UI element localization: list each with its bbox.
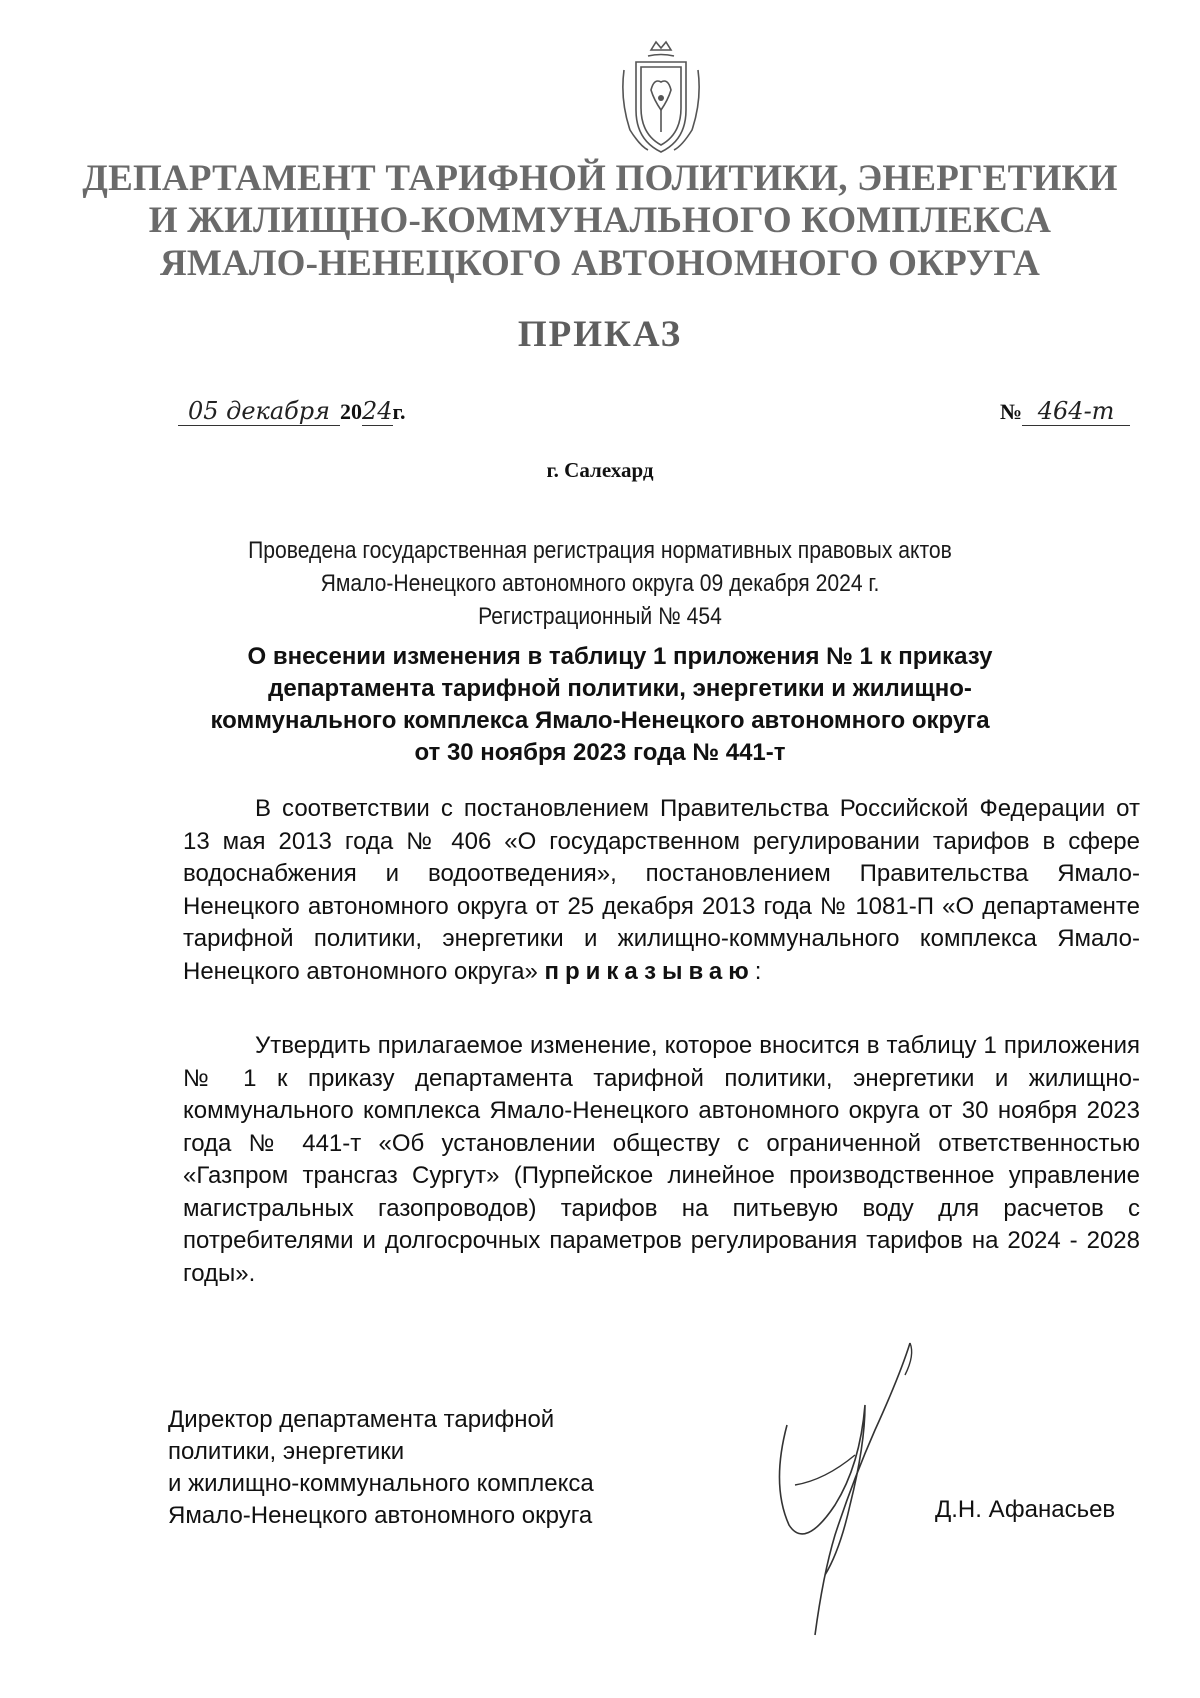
department-name-line2: И ЖИЛИЩНО-КОММУНАЛЬНОГО КОМПЛЕКСА <box>148 200 1052 241</box>
order-word: приказываю <box>544 957 755 985</box>
coat-of-arms-emblem <box>618 40 704 158</box>
order-colon: : <box>754 957 762 985</box>
date-day-month: 05 декабря <box>178 397 340 426</box>
date-year-suffix: 24 <box>362 397 393 425</box>
document-type-heading: ПРИКАЗ <box>517 314 683 355</box>
signatory-position <box>168 1404 594 1532</box>
document-title-line3: коммунального комплекса Ямало-Ненецкого автономного округа <box>210 707 990 734</box>
document-title-line2: департамента тарифной политики, энергетики и жилищно- <box>268 675 972 702</box>
city-label: г. Салехард <box>546 458 654 482</box>
number-prefix: № <box>1000 399 1023 424</box>
decision-text: Утвердить прилагаемое изменение, которое вносится в таблицу 1 приложения № 1 к приказу департамента тарифной политики, энергетики и жилищно-коммунального комплекса Ямало-Ненецкого автономного округа от 30 ноября 2023 года № 441-т «Об установлении обществу с ограниченной ответственностью «Газпром трансгаз Сургут» (Пурпейское линейное производственное управление магистральных газопроводов) тарифов на питьевую воду для расчетов с потребителями и долгосрочных параметров регулирования тарифов на 2024 - 2028 годы». <box>183 1032 1140 1287</box>
position-line3: и жилищно-коммунального комплекса <box>168 1470 594 1497</box>
document-title-line1: О внесении изменения в таблицу 1 приложения № 1 к приказу <box>247 643 993 670</box>
registration-line1: Проведена государственная регистрация нормативных правовых актов <box>248 537 952 564</box>
decision-paragraph <box>183 1030 1140 1290</box>
registration-line2: Ямало-Ненецкого автономного округа 09 декабря 2024 г. <box>320 570 880 597</box>
preamble-text <box>183 793 1140 988</box>
signatory-name: Д.Н. Афанасьев <box>935 1496 1116 1523</box>
position-line2: политики, энергетики <box>168 1438 405 1465</box>
department-name-line3: ЯМАЛО-НЕНЕЦКОГО АВТОНОМНОГО ОКРУГА <box>159 243 1041 284</box>
handwritten-signature <box>765 1335 965 1645</box>
position-line4: Ямало-Ненецкого автономного округа <box>168 1502 593 1529</box>
preamble-body: В соответствии с постановлением Правительства Российской Федерации от 13 мая 2013 года № 406 «О государственном регулировании тарифов в сфере водоснабжения и водоотведения», постановлением Правительства Ямало-Ненецкого автономного округа от 25 декабря 2013 года № 1081-П «О департаменте тарифной политики, энергетики и жилищно-коммунального комплекса Ямало-Ненецкого автономного округа» <box>183 795 1140 985</box>
document-title-line4: от 30 ноября 2023 года № 441-т <box>414 739 786 766</box>
date-year-prefix: 20 <box>340 399 362 424</box>
number-value: 464-т <box>1022 397 1130 426</box>
department-name-line1: ДЕПАРТАМЕНТ ТАРИФНОЙ ПОЛИТИКИ, ЭНЕРГЕТИКИ <box>82 158 1118 199</box>
preamble-paragraph <box>183 793 1140 988</box>
order-number <box>1000 397 1130 426</box>
date-suffix: г. <box>392 399 406 424</box>
order-date <box>178 397 406 426</box>
position-line1: Директор департамента тарифной <box>168 1406 555 1433</box>
emblem-center <box>658 95 664 101</box>
registration-line3: Регистрационный № 454 <box>478 603 722 630</box>
